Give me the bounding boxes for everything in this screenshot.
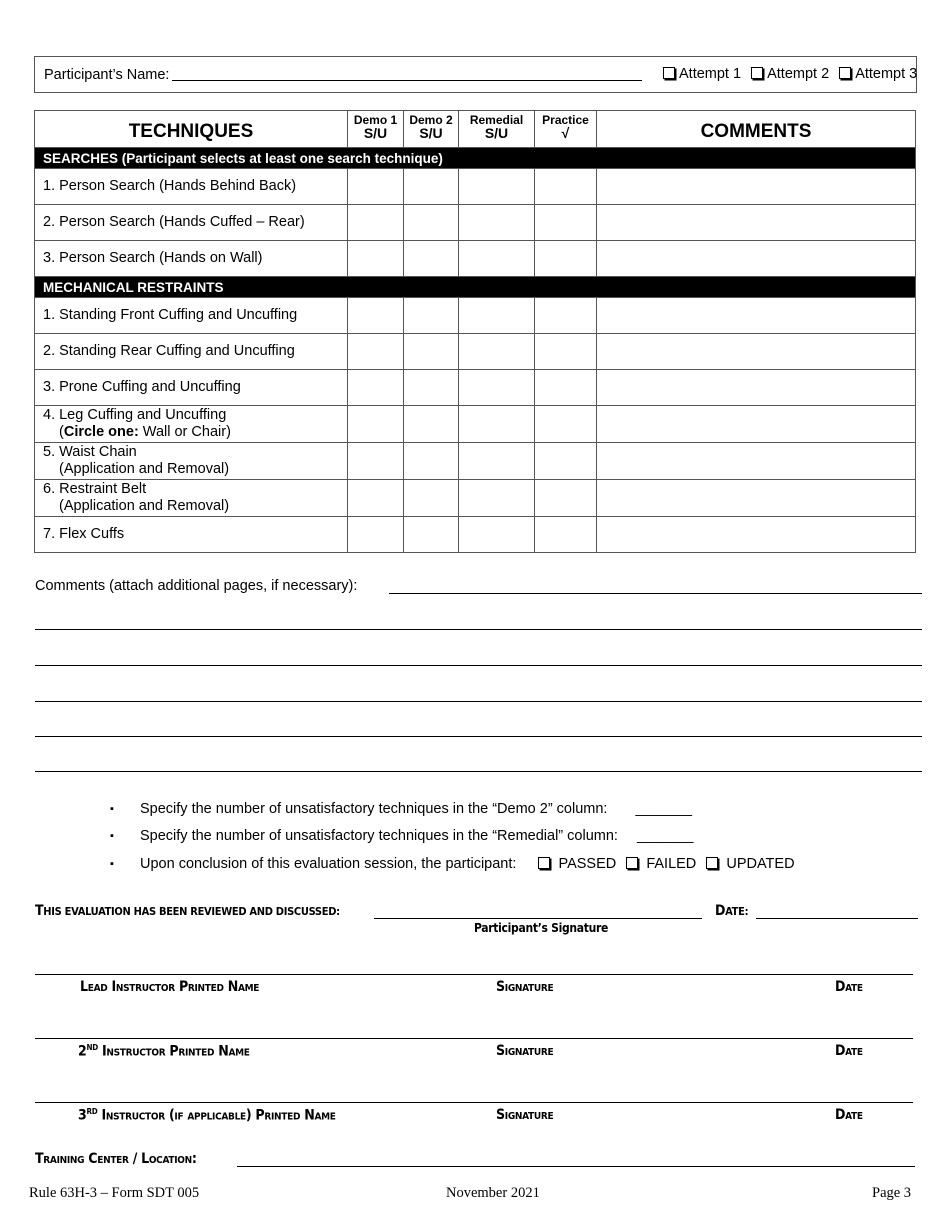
comments-header: COMMENTS [597,111,916,148]
demo2-cell[interactable] [404,334,459,370]
technique-label: 1. Standing Front Cuffing and Uncuffing [35,298,348,334]
instructor-line[interactable] [35,1102,913,1103]
third-instructor-signature-label: Signature [496,1107,554,1123]
practice-cell[interactable] [535,298,597,334]
demo2-cell[interactable] [404,370,459,406]
attempt-3-label: Attempt 3 [855,66,918,82]
practice-cell[interactable] [535,517,597,553]
footer-form-id: Rule 63H-3 – Form SDT 005 [29,1185,200,1201]
attempt-2-label: Attempt 2 [767,66,830,82]
technique-line1: 4. Leg Cuffing and Uncuffing [43,407,227,423]
demo2-cell[interactable] [404,443,459,480]
remedial-cell[interactable] [459,169,535,205]
participant-name-field[interactable] [172,80,642,81]
practice-cell[interactable] [535,370,597,406]
remedial-cell[interactable] [459,334,535,370]
technique-line1: 6. Restraint Belt [43,481,147,497]
technique-label: 3. Prone Cuffing and Uncuffing [35,370,348,406]
technique-label: 7. Flex Cuffs [35,517,348,553]
updated-checkbox[interactable] [706,857,718,869]
conclusion-text: Upon conclusion of this evaluation session, the participant: [140,856,517,872]
comments-line[interactable] [35,771,922,772]
technique-label: 1. Person Search (Hands Behind Back) [35,169,348,205]
circle-one-label: Circle one: [63,424,139,440]
demo1-cell[interactable] [348,334,404,370]
table-row [35,205,916,241]
remedial-count-item [114,828,693,844]
practice-cell[interactable] [535,169,597,205]
comments-line[interactable] [35,736,922,737]
remedial-count-text: Specify the number of unsatisfactory techniques in the “Remedial” column: [140,828,618,844]
training-center-label: Training Center / Location: [35,1151,197,1167]
demo1-header: Demo 1 S/U [348,111,404,148]
table-row [35,241,916,277]
updated-label: UPDATED [726,856,795,872]
comments-cell[interactable] [597,517,916,553]
remedial-header: Remedial S/U [459,111,535,148]
comments-cell[interactable] [597,370,916,406]
remedial-cell[interactable] [459,205,535,241]
remedial-cell[interactable] [459,406,535,443]
technique-label [35,406,348,443]
participant-header-box [34,56,917,93]
demo2-cell[interactable] [404,480,459,517]
comments-line[interactable] [35,665,922,666]
third-instructor-date-label: Date [835,1107,863,1123]
demo2-cell[interactable] [404,517,459,553]
comments-line[interactable] [389,593,922,594]
technique-line2: (Circle one: Wall or Chair) [59,424,231,440]
demo1-cell[interactable] [348,205,404,241]
remedial-cell[interactable] [459,517,535,553]
remedial-cell[interactable] [459,298,535,334]
practice-cell[interactable] [535,241,597,277]
participant-name-label: Participant’s Name: [44,67,170,83]
practice-header: Practice √ [535,111,597,148]
failed-label: FAILED [646,856,697,872]
second-instructor-signature-label: Signature [496,1043,554,1059]
lead-instructor-date-label: Date [835,979,863,995]
demo1-cell[interactable] [348,517,404,553]
demo2-cell[interactable] [404,205,459,241]
technique-label [35,443,348,480]
lead-instructor-signature-label: Signature [496,979,554,995]
second-instructor-date-label: Date [835,1043,863,1059]
comments-cell[interactable] [597,205,916,241]
practice-cell[interactable] [535,205,597,241]
demo1-cell[interactable] [348,443,404,480]
footer-page-number: Page 3 [872,1185,912,1201]
comments-cell[interactable] [597,406,916,443]
attempt-2-checkbox[interactable] [751,67,763,79]
table-row [35,480,916,517]
third-instructor-name-label: 3RD Instructor (if applicable) Printed Name [78,1107,336,1124]
remedial-cell[interactable] [459,443,535,480]
participant-signature-caption: Participant’s Signature [474,921,609,935]
comments-line[interactable] [35,701,922,702]
review-label: THIS EVALUATION HAS BEEN REVIEWED AND DISCUSSED: [35,903,340,919]
demo2-count-text: Specify the number of unsatisfactory techniques in the “Demo 2” column: [140,801,608,817]
technique-label: 2. Standing Rear Cuffing and Uncuffing [35,334,348,370]
table-row [35,406,916,443]
comments-cell[interactable] [597,443,916,480]
attempt-1-checkbox[interactable] [663,67,675,79]
demo2-count-blank[interactable]: _______ [635,801,692,817]
table-row [35,298,916,334]
technique-line2: (Application and Removal) [59,461,230,477]
attempt-3-checkbox[interactable] [839,67,851,79]
demo2-cell[interactable] [404,298,459,334]
demo2-cell[interactable] [404,169,459,205]
section-header-mechanical-restraints: MECHANICAL RESTRAINTS [35,277,916,298]
technique-label: 2. Person Search (Hands Cuffed – Rear) [35,205,348,241]
lead-instructor-name-label: Lead Instructor Printed Name [80,979,260,995]
comments-cell[interactable] [597,334,916,370]
comments-cell[interactable] [597,480,916,517]
table-row [35,517,916,553]
demo1-cell[interactable] [348,406,404,443]
techniques-header: TECHNIQUES [35,111,348,148]
comments-cell[interactable] [597,298,916,334]
comments-line[interactable] [35,629,922,630]
table-row [35,169,916,205]
demo2-cell[interactable] [404,406,459,443]
failed-checkbox[interactable] [626,857,638,869]
instructor-line[interactable] [35,974,913,975]
practice-cell[interactable] [535,480,597,517]
comments-label: Comments (attach additional pages, if necessary): [35,578,358,594]
participant-signature-line[interactable] [374,918,702,919]
practice-cell[interactable] [535,406,597,443]
passed-checkbox[interactable] [538,857,550,869]
comments-cell[interactable] [597,169,916,205]
review-date-line[interactable] [756,918,918,919]
technique-label: 3. Person Search (Hands on Wall) [35,241,348,277]
training-center-line[interactable] [237,1166,915,1167]
techniques-table [34,110,916,553]
technique-label [35,480,348,517]
demo2-cell[interactable] [404,241,459,277]
table-row [35,443,916,480]
demo1-cell[interactable] [348,370,404,406]
practice-cell[interactable] [535,443,597,480]
remedial-count-blank[interactable]: _______ [636,828,694,844]
attempt-checkboxes [657,66,917,82]
technique-line1: 5. Waist Chain [43,444,137,460]
remedial-cell[interactable] [459,480,535,517]
comments-cell[interactable] [597,241,916,277]
demo1-cell[interactable] [348,298,404,334]
instructor-line[interactable] [35,1038,913,1039]
attempt-1-label: Attempt 1 [679,66,742,82]
demo1-cell[interactable] [348,480,404,517]
footer-date: November 2021 [446,1185,540,1201]
passed-label: PASSED [558,856,617,872]
section-header-searches: SEARCHES (Participant selects at least one search technique) [35,148,916,169]
table-row [35,334,916,370]
demo2-header: Demo 2 S/U [404,111,459,148]
table-header-row [35,111,916,148]
second-instructor-name-label: 2ND Instructor Printed Name [78,1043,250,1060]
technique-line2: (Application and Removal) [59,498,230,514]
remedial-cell[interactable] [459,370,535,406]
demo2-count-item [114,801,692,817]
demo1-cell[interactable] [348,241,404,277]
practice-cell[interactable] [535,334,597,370]
review-date-label: DATE: [715,903,749,919]
circle-one-options: Wall or Chair) [138,424,231,440]
table-row [35,370,916,406]
remedial-cell[interactable] [459,241,535,277]
demo1-cell[interactable] [348,169,404,205]
conclusion-item [114,856,795,872]
